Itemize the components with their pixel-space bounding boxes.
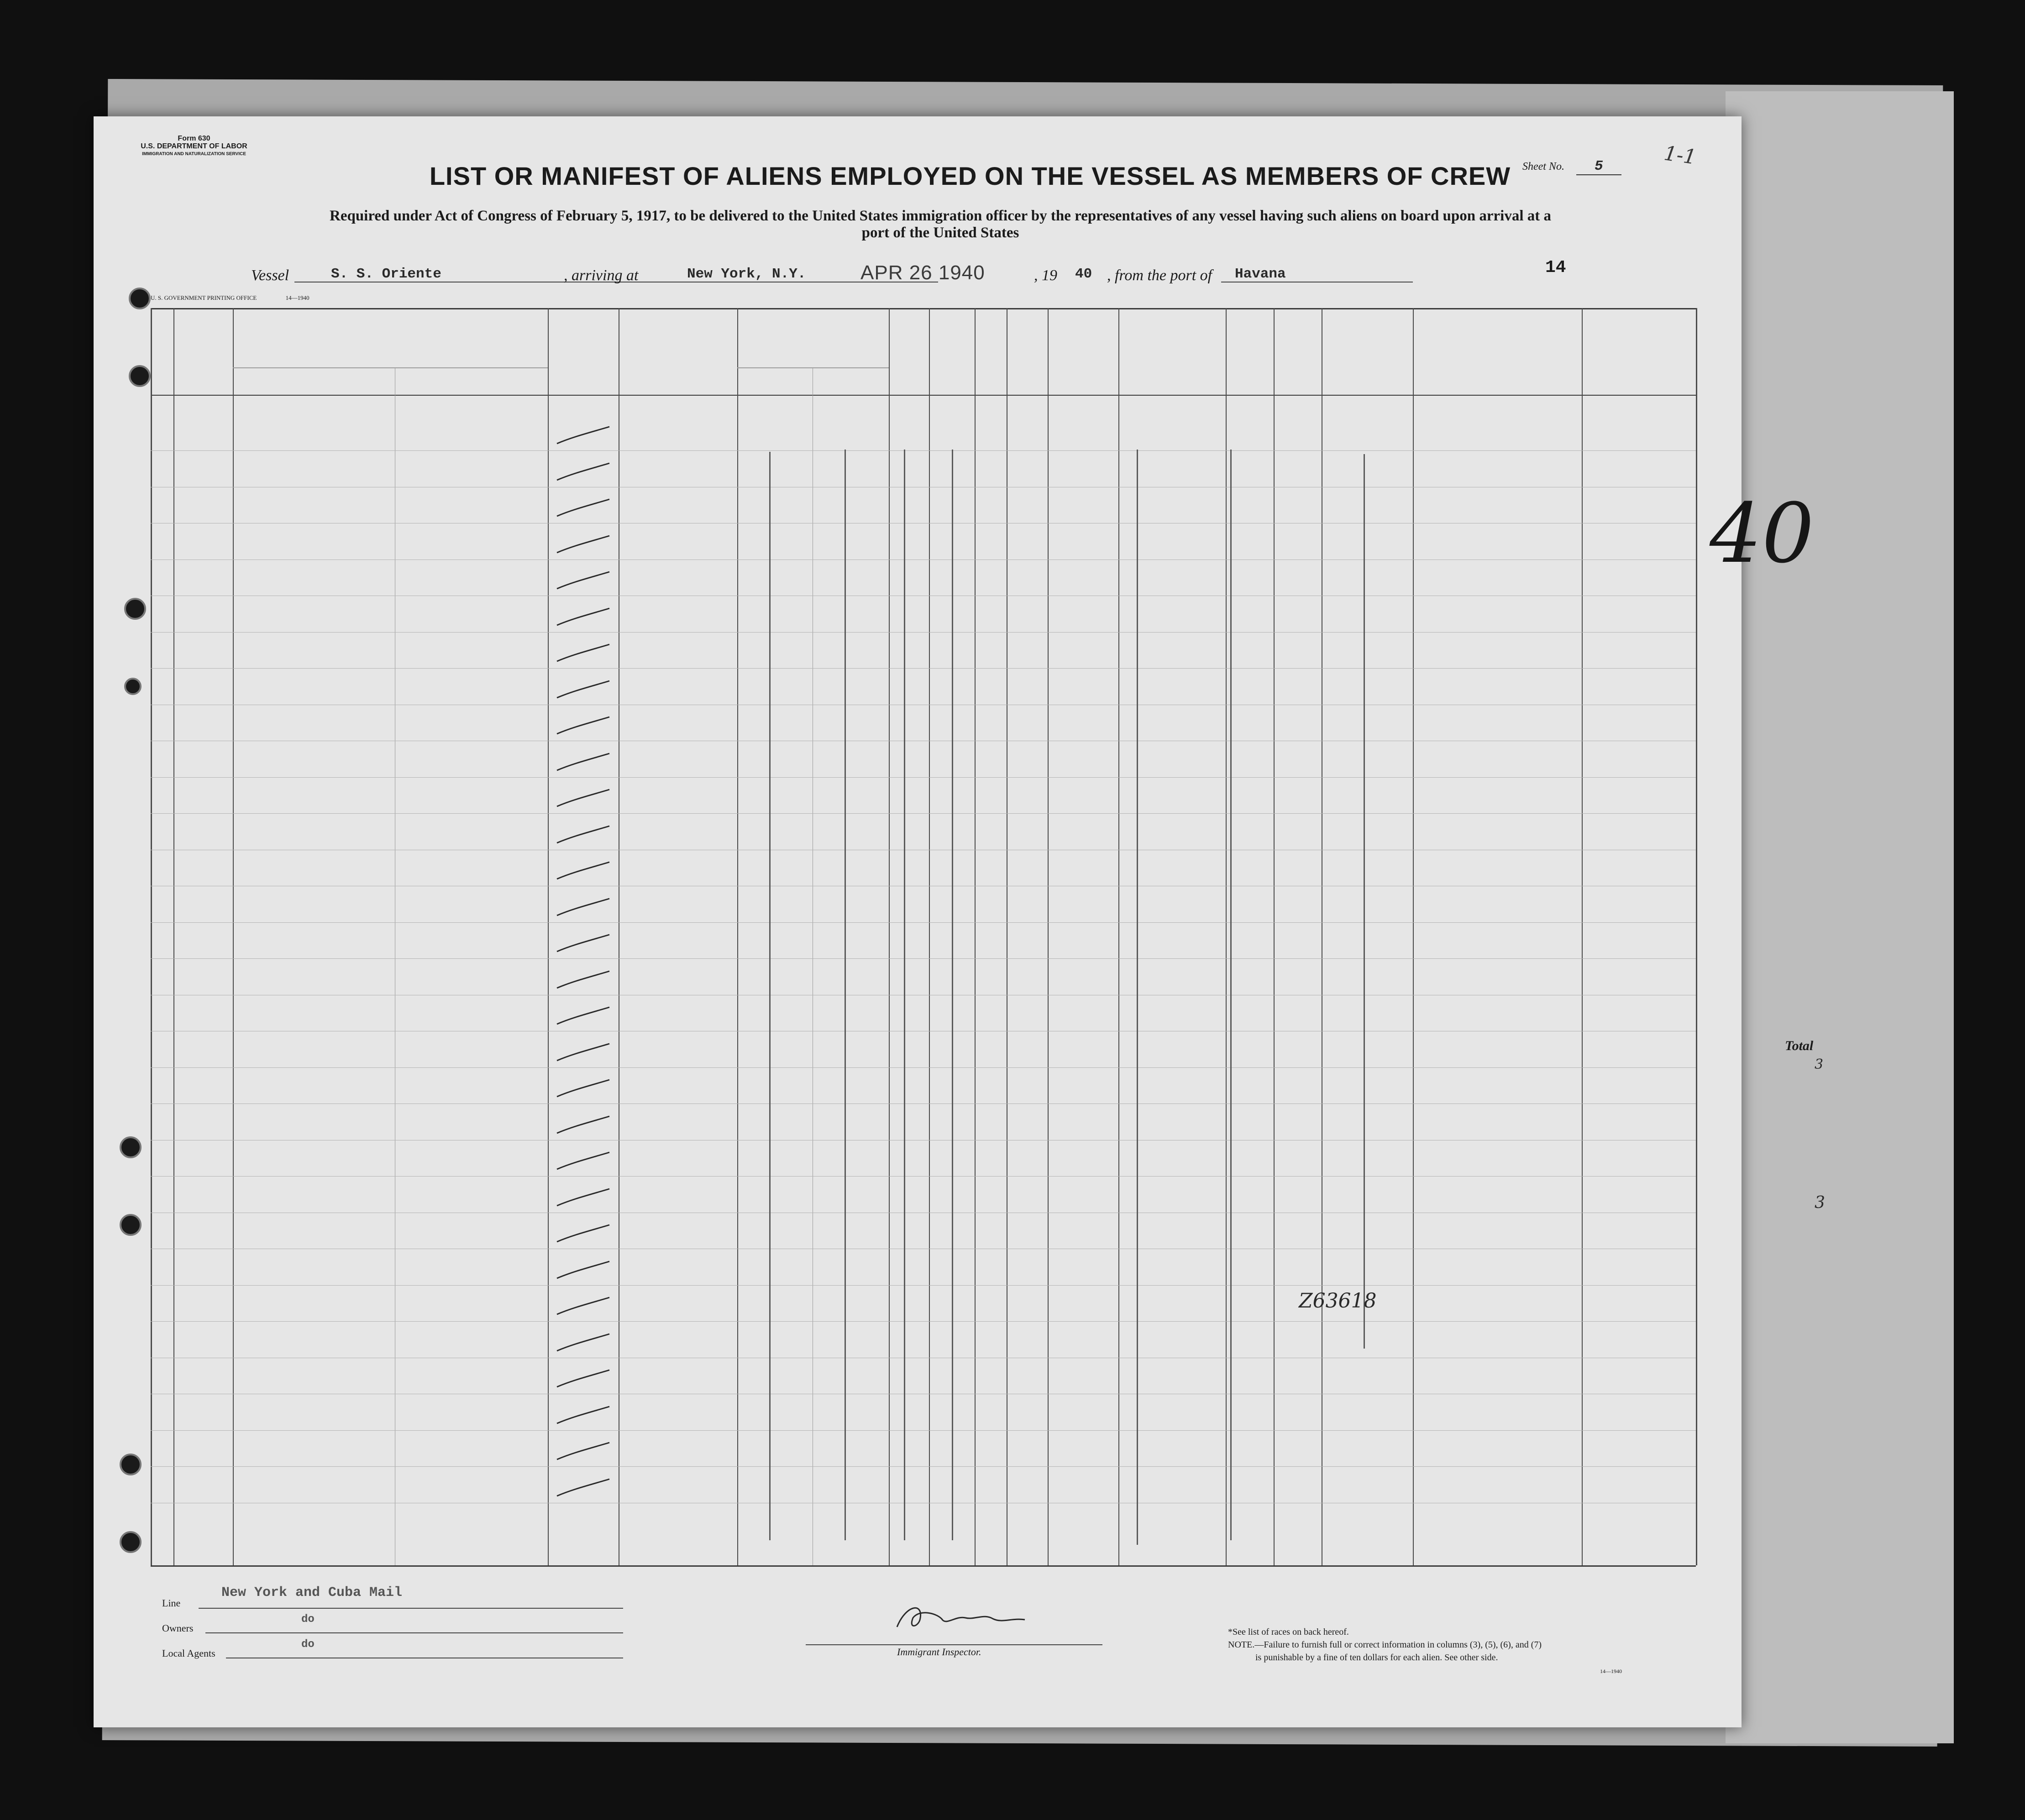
service-check-mark (555, 1076, 614, 1104)
inspector-label: Immigrant Inspector. (897, 1646, 981, 1658)
total-bottom: 3 (1815, 1193, 1825, 1212)
service-check-mark (555, 1366, 614, 1394)
ditto-stroke (1364, 454, 1365, 1349)
row-rule (151, 958, 1696, 959)
manifest-page (94, 116, 1825, 1727)
ditto-stroke (952, 450, 953, 1540)
column-divider (975, 308, 976, 1565)
column-divider (548, 308, 549, 1565)
column-divider (1582, 308, 1583, 1565)
service-check-mark (555, 1475, 614, 1503)
page-title: LIST OR MANIFEST OF ALIENS EMPLOYED ON THE VESSEL AS MEMBERS OF CREW (429, 162, 1511, 190)
arriving-port: New York, N.Y. (687, 266, 806, 282)
service-check-mark (555, 460, 614, 487)
from-port-label: , from the port of (1107, 267, 1212, 284)
line-value: New York and Cuba Mail (221, 1585, 403, 1600)
owners-label: Owners (162, 1622, 194, 1634)
ditto-stroke (904, 450, 905, 1540)
line-label: Line (162, 1597, 181, 1609)
binder-hole (120, 1214, 142, 1236)
ditto-stroke (769, 452, 771, 1540)
margin-digits: 40 (1710, 486, 1815, 581)
form-number: Form 630 (178, 135, 210, 142)
service-check-mark (555, 1185, 614, 1213)
service-name: IMMIGRATION AND NATURALIZATION SERVICE (142, 152, 246, 157)
service-check-mark (555, 931, 614, 958)
service-check-mark (555, 532, 614, 560)
column-divider (1118, 308, 1119, 1565)
page-marker: 14 (1545, 258, 1566, 277)
agents-value: do (301, 1638, 315, 1651)
service-check-mark (555, 1221, 614, 1249)
line-underline (199, 1608, 623, 1609)
corner-mark: 1-1 (1662, 141, 1698, 169)
service-check-mark (555, 1439, 614, 1466)
service-check-mark (555, 968, 614, 995)
year-label: , 19 (1034, 267, 1057, 284)
crew-table (94, 116, 1742, 1727)
subtitle-line-2: port of the United States (861, 225, 1019, 241)
races-note: *See list of races on back hereof. (1228, 1627, 1349, 1637)
service-check-mark (555, 786, 614, 813)
penalty-note-2: is punishable by a fine of ten dollars for each alien. See other side. (1255, 1653, 1498, 1663)
binder-hole (129, 365, 151, 387)
column-divider (1048, 308, 1049, 1565)
penalty-note-1: NOTE.—Failure to furnish full or correct information in columns (3), (5), (6), and (7) (1228, 1640, 1542, 1650)
row-rule (151, 1285, 1696, 1286)
form-code: 14—1940 (1600, 1668, 1622, 1674)
file-number: Z63618 (1299, 1289, 1377, 1313)
row-rule (151, 1321, 1696, 1322)
row-rule (151, 450, 1696, 451)
owners-value: do (301, 1613, 315, 1626)
column-divider (233, 308, 234, 1565)
service-check-mark (555, 605, 614, 632)
service-check-mark (555, 677, 614, 705)
vessel-label: Vessel (251, 267, 289, 284)
binder-hole (120, 1454, 142, 1475)
department: U.S. DEPARTMENT OF LABOR (141, 142, 247, 150)
row-rule (151, 1430, 1696, 1431)
name-subhead-line (233, 367, 548, 368)
service-check-mark (555, 1113, 614, 1140)
column-divider (1226, 308, 1227, 1565)
service-check-mark (555, 568, 614, 596)
date-stamp: APR 26 1940 (860, 261, 985, 284)
service-check-mark (555, 895, 614, 922)
service-check-mark (555, 423, 614, 450)
table-top-border (151, 308, 1696, 309)
row-rule (151, 813, 1696, 814)
shipped-subhead-line (737, 367, 889, 368)
row-rule (151, 1067, 1696, 1068)
service-check-mark (555, 1149, 614, 1176)
sheet-number: 5 (1576, 158, 1621, 175)
row-rule (151, 632, 1696, 633)
service-check-mark (555, 496, 614, 523)
binder-hole (129, 288, 151, 309)
subtitle-line-1: Required under Act of Congress of February 5, 1917, to be delivered to the United States immigration officer by the representatives of any vessel having such aliens on board upon arrival at a (330, 208, 1551, 224)
column-divider (173, 308, 174, 1565)
owners-underline (205, 1632, 623, 1633)
column-divider (1696, 308, 1697, 1565)
sheet-label: Sheet No. (1522, 161, 1564, 173)
printing-code: 14—1940 (285, 294, 310, 301)
ditto-stroke (1230, 450, 1232, 1540)
total-top: 3 (1815, 1056, 1824, 1072)
service-check-mark (555, 1258, 614, 1285)
printing-office-name: U. S. GOVERNMENT PRINTING OFFICE (151, 294, 257, 301)
row-rule (151, 777, 1696, 778)
ditto-stroke (1137, 450, 1138, 1545)
service-check-mark (555, 1040, 614, 1067)
row-rule (151, 668, 1696, 669)
inspector-signature (888, 1600, 1039, 1636)
row-rule (151, 922, 1696, 923)
service-check-mark (555, 1403, 614, 1430)
binder-hole (120, 1531, 142, 1553)
from-port: Havana (1235, 266, 1286, 282)
table-header-bottom (151, 395, 1696, 396)
inspector-line (806, 1644, 1102, 1645)
column-divider (151, 308, 152, 1565)
column-divider (889, 308, 890, 1565)
vessel-name: S. S. Oriente (331, 266, 441, 282)
binder-hole (124, 678, 142, 695)
arriving-label: , arriving at (564, 267, 639, 284)
service-check-mark (555, 858, 614, 886)
service-check-mark (555, 713, 614, 741)
service-check-mark (555, 641, 614, 668)
service-check-mark (555, 1294, 614, 1321)
background-sheet-edge (1726, 91, 1954, 1743)
row-rule (151, 1466, 1696, 1467)
year-value: 40 (1075, 266, 1092, 282)
column-divider (737, 308, 738, 1565)
binder-hole (120, 1136, 142, 1158)
agents-label: Local Agents (162, 1647, 215, 1659)
column-divider (1413, 308, 1414, 1565)
service-check-mark (555, 822, 614, 850)
service-check-mark (555, 1004, 614, 1031)
table-bottom-border (151, 1565, 1696, 1567)
column-divider (1274, 308, 1275, 1565)
row-rule (151, 1176, 1696, 1177)
service-check-mark (555, 1330, 614, 1358)
ditto-stroke (845, 450, 846, 1540)
column-divider (929, 308, 930, 1565)
service-check-mark (555, 750, 614, 777)
total-label: Total (1785, 1038, 1814, 1053)
binder-hole (124, 598, 146, 620)
